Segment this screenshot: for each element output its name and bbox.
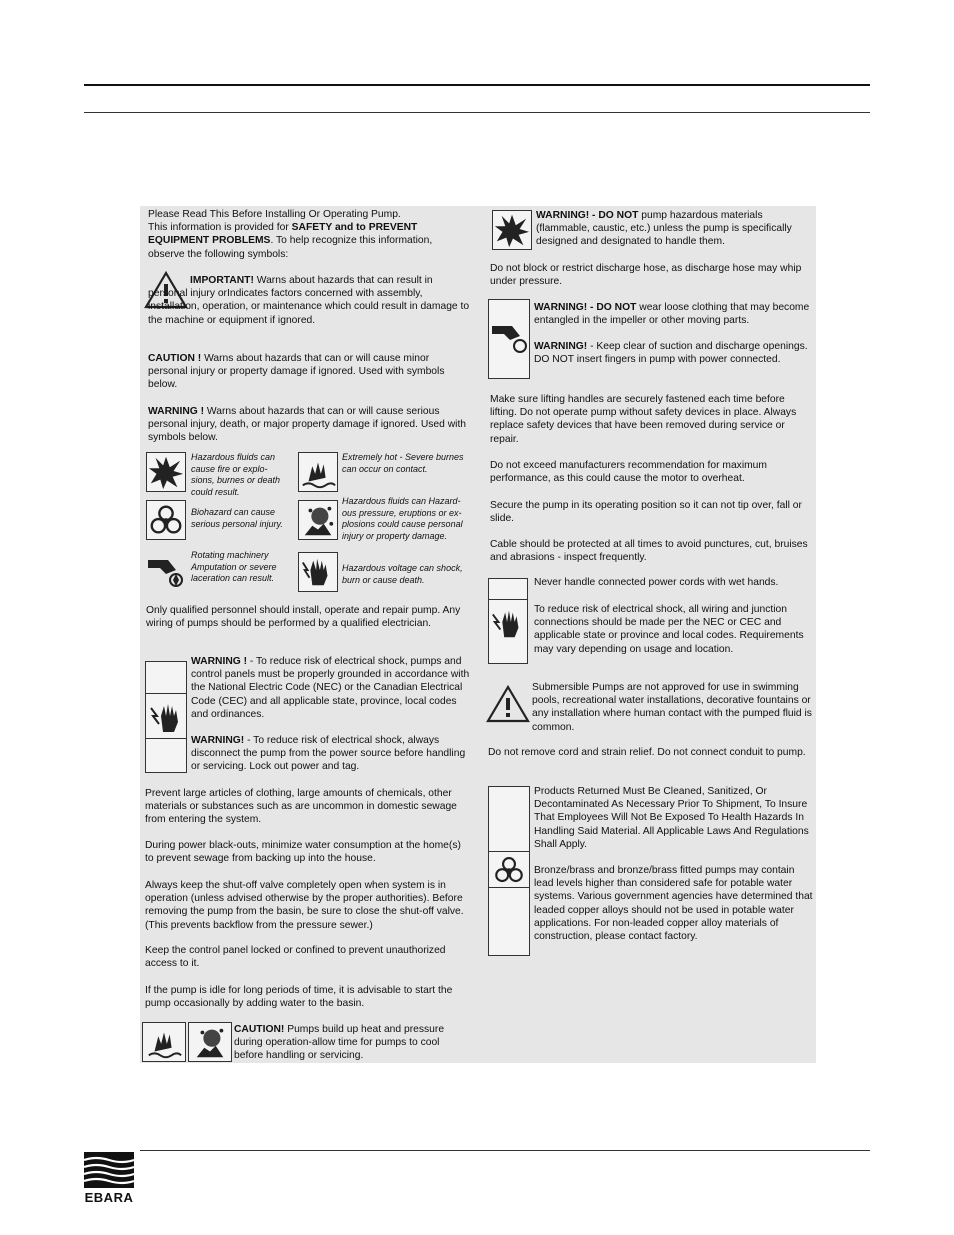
caution-block: CAUTION ! Warns about hazards that can or will cause minor personal injury or property damage if ignored. Used with symbols below. (148, 353, 445, 391)
rotating-machinery-icon (146, 552, 186, 592)
returned-products-text: Products Returned Must Be Cleaned, Sanitized, Or Decontaminated As Necessary Prior To Shipment, To Insure That Employees Will Not Be Exposed To Health Hazards In Handling Said Material. All Applicable Laws And Regulations Shall Apply. (534, 786, 809, 850)
explosion-icon (146, 452, 186, 492)
biohazard-icon (146, 500, 186, 540)
ebara-logo-text: EBARA (84, 1190, 134, 1205)
submersible-pools-text: Submersible Pumps are not approved for use in swimming pools, recreational water installations, decorative fountains or any installation where human contact with the pumped fluid is common. (532, 682, 812, 733)
secure-pump-text: Secure the pump in its operating position so it can not tip over, fall or slide. (490, 500, 802, 525)
rotating-machinery-icon-right (490, 318, 530, 358)
shutoff-valve-text: Always keep the shut-off valve completely open when system is in operation (unless advised otherwise by the proper authorities). Before removing the pump from the basin, be sure to close the shut-off valve. (This prevents backflow from the pressure sewer.) (145, 880, 464, 931)
symbol-hot-text: Extremely hot - Severe burnes can occur on contact. (342, 452, 464, 474)
hot-surface-icon (298, 452, 338, 492)
prevent-text: Prevent large articles of clothing, large amounts of chemicals, other materials or substances such as are uncommon in domestic sewage from entering the system. (145, 788, 457, 826)
ebara-logo (84, 1152, 134, 1208)
symbol-fluids-text: Hazardous fluids can cause fire or explo- sions, burnes or death could result. (191, 452, 281, 497)
bronze-brass-text: Bronze/brass and bronze/brass fitted pumps may contain lead levels higher than considered safe for potable water systems. Various government agencies have determined that leaded copper alloys should not be used in potable water applications. For non-leaded copper alloy materials of construction, please contact factory. (534, 865, 813, 943)
header-rule-bottom (84, 112, 870, 113)
header-rule-top (84, 84, 870, 86)
warning-clothing-text: WARNING! - DO NOT wear loose clothing that may become entangled in the impeller or other moving parts. (534, 302, 810, 327)
explosion-icon-right (492, 210, 532, 250)
wet-hands-text: Never handle connected power cords with wet hands. (534, 577, 779, 588)
intro-text: This information is provided for SAFETY and to PREVENT EQUIPMENT PROBLEMS. To help recognize this information, observe the following symbols: (148, 222, 433, 260)
footer-rule (140, 1150, 870, 1151)
warning-keep-clear-text: WARNING! - Keep clear of suction and discharge openings. DO NOT insert fingers in pump with power connected. (534, 341, 808, 366)
exceed-performance-text: Do not exceed manufacturers recommendation for maximum performance, as this could cause the motor to overheat. (490, 460, 767, 485)
qualified-personnel-text: Only qualified personnel should install, operate and repair pump. Any wiring of pumps should be performed by a qualified electrician. (146, 605, 461, 630)
pressure-explosion-icon (298, 500, 338, 540)
electric-shock-hand-icon (147, 696, 187, 736)
warning-disconnect-text: WARNING! - To reduce risk of electrical shock, always disconnect the pump from the power source before handling or servicing. Lock out power and tag. (191, 735, 466, 773)
caution-heat-text: CAUTION! Pumps build up heat and pressure during operation-allow time for pumps to cool before handling or servicing. (234, 1024, 445, 1062)
moving-parts-warning-box (488, 299, 530, 379)
lifting-handles-text: Make sure lifting handles are securely fastened each time before lifting. Do not operate pump without safety devices in place. Always replace safety devices that have been removed during service or repair. (490, 394, 797, 445)
symbol-biohazard-text: Biohazard can cause serious personal injury. (191, 507, 283, 529)
symbol-rotating-text: Rotating machinery Amputation or severe laceration can result. (191, 550, 277, 583)
control-panel-text: Keep the control panel locked or confined to prevent unauthorized access to it. (145, 945, 446, 970)
important-block: IMPORTANT! Warns about hazards that can result in personal injury orIndicates factors concerned with assembly, installation, operation, or maintenance which could result in damage to the machine or equipment if ignored. (148, 275, 470, 326)
idle-pump-text: If the pump is idle for long periods of time, it is advisable to start the pump occasionally by adding water to the basin. (145, 985, 453, 1010)
power-cord-warning-box (488, 578, 528, 664)
warning-triangle-icon-right (486, 684, 530, 724)
warning-hazardous-materials-text: WARNING! - DO NOT pump hazardous materials (flammable, caustic, etc.) unless the pump is specifically designed and designated to handle them. (536, 210, 792, 248)
safety-panel (140, 206, 816, 1063)
cord-strain-relief-text: Do not remove cord and strain relief. Do not connect conduit to pump. (488, 747, 806, 758)
symbol-voltage-text: Hazardous voltage can shock, burn or cause death. (342, 563, 463, 585)
intro-line: Please Read This Before Installing Or Operating Pump. (148, 209, 401, 220)
wiring-junction-text: To reduce risk of electrical shock, all wiring and junction connections should be made per the NEC or CEC and applicable state or province and local codes. Requirements may vary depending on usage and location. (534, 604, 804, 655)
hot-surface-icon-2 (142, 1022, 186, 1062)
blackouts-text: During power black-outs, minimize water consumption at the home(s) to prevent sewage from backing up into the house. (145, 840, 461, 865)
cable-protection-text: Cable should be protected at all times to avoid punctures, cut, bruises and abrasions - inspect frequently. (490, 539, 808, 564)
warning-block: WARNING ! Warns about hazards that can or will cause serious personal injury, death, or major property damage if ignored. Used with symbols below. (148, 406, 467, 444)
left-column (148, 208, 470, 261)
electrical-warning-box (145, 661, 187, 773)
symbol-pressure-text: Hazardous fluids can Hazard- ous pressure, eruptions or ex- plosions could cause personal injury or property damage. (342, 496, 463, 541)
discharge-hose-text: Do not block or restrict discharge hose, as discharge hose may whip under pressure. (490, 263, 802, 288)
pressure-explosion-icon-2 (188, 1022, 232, 1062)
electric-shock-hand-icon-right (489, 603, 527, 641)
warning-grounding-text: WARNING ! - To reduce risk of electrical shock, pumps and control panels must be properly grounded in accordance with the National Electric Code (NEC) or the Canadian Electrical Code (CEC) and all applicable state, province, local codes and ordinances. (191, 656, 470, 720)
biohazard-icon-right (491, 853, 527, 887)
returned-products-box (488, 786, 530, 956)
hazardous-voltage-icon (298, 552, 338, 592)
